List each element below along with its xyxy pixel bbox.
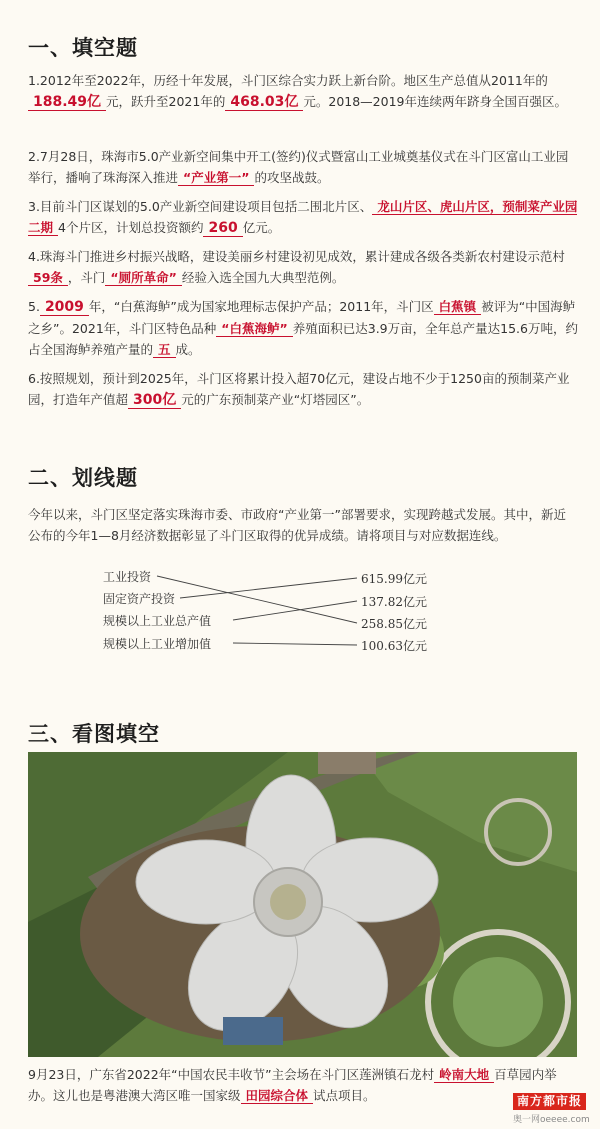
q2-answer-1: “产业第一” [178,170,254,186]
question-5 [28,296,578,360]
q3-answer-1: 龙山片区、虎山片区，预制菜产业园二期 [28,199,578,235]
right-item-3: 258.85亿元 [361,617,427,631]
q5-text-1: 5. [28,299,40,314]
q3-text-2: 4个片区，计划总投资额约 [58,220,204,235]
aerial-photo [28,752,577,1057]
right-item-1: 615.99亿元 [361,572,427,586]
question-2 [28,146,578,188]
q5-text-5: 成。 [175,342,201,357]
q4-text-2: ，斗门 [67,270,106,285]
q4-answer-2: “厕所革命” [105,270,181,286]
matching-exercise [95,568,455,658]
q5-text-2: 年，“白蕉海鲈”成为国家地理标志保护产品；2011年，斗门区 [88,299,434,314]
q6-text-1: 6.按照规划，预计到2025年，斗门区将累计投入超70亿元，建设占地不少于1250亩的预制菜产业园，打造年产值超 [28,371,570,407]
question-6 [28,368,578,411]
logo-subtitle: 奥一网oeeee.com [513,1115,590,1125]
q2-text-2: 的攻坚战鼓。 [254,170,330,185]
left-item-2: 固定资产投资 [103,592,176,606]
question-1 [28,70,578,113]
q3-text-1: 3.目前斗门区谋划的5.0产业新空间建设项目包括二围北片区、 [28,199,373,214]
newspaper-logo [507,1092,597,1125]
q4-text-3: 经验入选全国九大典型范例。 [181,270,345,285]
s3-text-2: 百草园内举办。这儿也是粤港澳大湾区唯一国家级 [28,1067,557,1103]
logo-brand: 南方都市报 [513,1093,586,1110]
s3-answer-2: 田园综合体 [241,1088,314,1104]
q1-answer-1: 188.49亿 [28,94,106,111]
section1-title: 一、填空题 [28,36,138,60]
q3-answer-2: 260 [203,220,242,237]
q1-text-1: 1.2012年至2022年，历经十年发展，斗门区综合实力跃上新台阶。地区生产总值从2011年的 [28,73,548,88]
s3-answer-1: 岭南大地 [434,1067,494,1083]
q5-text-3: 被评为“中国海鲈之乡”。2021年，斗门区特色品种 [28,299,576,336]
question-3 [28,196,578,239]
section2-intro: 今年以来，斗门区坚定落实珠海市委、市政府“产业第一”部署要求，实现跨越式发展。其中，新近公布的今年1—8月经济数据彰显了斗门区取得的优异成绩。请将项目与对应数据连线。 [28,507,566,543]
q6-text-2: 元的广东预制菜产业“灯塔园区”。 [181,392,370,407]
s3-text-1: 9月23日，广东省2022年“中国农民丰收节”主会场在斗门区莲洲镇石龙村 [28,1067,435,1082]
right-item-2: 137.82亿元 [361,595,427,609]
q5-answer-3: “白蕉海鲈” [216,321,292,337]
q4-text-1: 4.珠海斗门推进乡村振兴战略，建设美丽乡村建设初见成效，累计建成各级各类新农村建设示范村 [28,249,565,264]
q5-answer-2: 白蕉镇 [434,299,482,315]
q1-answer-2: 468.03亿 [225,94,303,111]
left-item-3: 规模以上工业总产值 [103,614,212,628]
flower-pavilion-illustration [28,752,577,1057]
section2-title: 二、划线题 [28,466,138,490]
left-item-4: 规模以上工业增加值 [103,637,212,651]
q3-text-3: 亿元。 [242,220,281,235]
right-item-4: 100.63亿元 [361,639,427,653]
q1-text-3: 元。2018—2019年连续两年跻身全国百强区。 [303,94,567,109]
q2-text-1: 2.7月28日，珠海市5.0产业新空间集中开工(签约)仪式暨富山工业城奠基仪式在斗门区富山工业园举行，播响了珠海深入推进 [28,149,569,185]
q1-text-2: 元，跃升至2021年的 [106,94,226,109]
s3-text-3: 试点项目。 [313,1088,376,1103]
q5-answer-4: 五 [153,342,176,358]
q4-answer-1: 59条 [28,270,68,286]
q5-text-4: 养殖面积已达3.9万亩，全年总产量达15.6万吨，约占全国海鲈养殖产量的 [28,321,578,357]
section3-title: 三、看图填空 [28,722,160,746]
question-4 [28,246,578,288]
q5-answer-1: 2009 [40,299,89,316]
left-item-1: 工业投资 [103,570,152,584]
match-line-3 [233,601,357,620]
q6-answer-1: 300亿 [128,392,181,409]
section3-question [28,1064,578,1106]
match-line-4 [233,643,357,645]
